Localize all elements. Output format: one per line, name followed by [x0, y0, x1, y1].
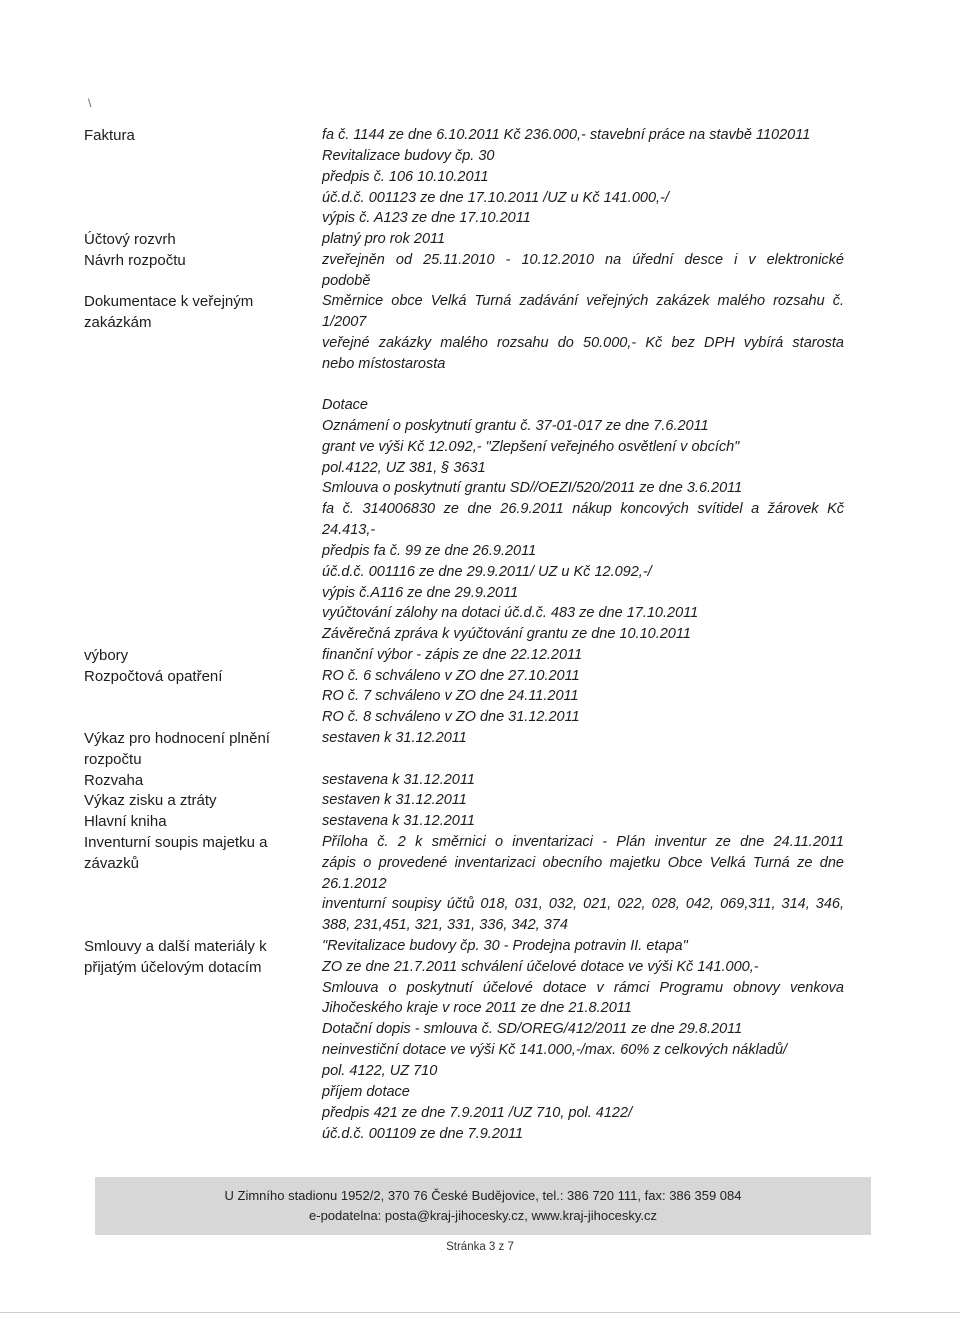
row-text: příjem dotace [322, 1084, 410, 1100]
row-label: Rozpočtová opatření [84, 668, 223, 685]
record-row [0, 229, 960, 250]
record-row [0, 874, 960, 895]
row-text: zápis o provedené inventarizaci obecního majetku Obce Velká Turná ze dne [322, 855, 844, 871]
row-text: Smlouva o poskytnutí účelové dotace v rámci Programu obnovy venkova [322, 980, 844, 996]
record-row [0, 707, 960, 728]
record-row [0, 167, 960, 188]
record-row [0, 312, 960, 333]
row-text: "Revitalizace budovy čp. 30 - Prodejna potravin II. etapa" [322, 938, 688, 954]
row-label: Inventurní soupis majetku a [84, 834, 268, 851]
row-text: 26.1.2012 [322, 876, 387, 892]
row-text: sestaven k 31.12.2011 [322, 730, 467, 746]
row-text: pol. 4122, UZ 710 [322, 1063, 438, 1079]
row-label: zakázkám [84, 314, 152, 331]
row-label: Dokumentace k veřejným [84, 293, 254, 310]
row-text: Smlouva o poskytnutí grantu SD//OEZI/520/2011 ze dne 3.6.2011 [322, 480, 743, 496]
record-row [0, 478, 960, 499]
record-row [0, 333, 960, 354]
record-row [0, 499, 960, 520]
bottom-rule [0, 1312, 960, 1313]
scan-mark: \ [88, 96, 92, 110]
row-text: Závěrečná zpráva k vyúčtování grantu ze dne 10.10.2011 [322, 626, 691, 642]
record-row [0, 811, 960, 832]
row-label: přijatým účelovým dotacím [84, 959, 262, 976]
record-row [0, 853, 960, 874]
record-row [0, 998, 960, 1019]
row-text: podobě [322, 273, 371, 289]
record-row [0, 250, 960, 271]
row-label: Hlavní kniha [84, 813, 167, 830]
record-row [0, 354, 960, 375]
row-text: předpis 421 ze dne 7.9.2011 /UZ 710, pol. 4122/ [322, 1105, 633, 1121]
row-text: grant ve výši Kč 12.092,- "Zlepšení veřejného osvětlení v obcích" [322, 439, 740, 455]
row-text: sestavena k 31.12.2011 [322, 813, 475, 829]
row-text: pol.4122, UZ 381, § 3631 [322, 460, 486, 476]
record-row [0, 832, 960, 853]
record-row [0, 1082, 960, 1103]
record-row [0, 146, 960, 167]
page-number: Stránka 3 z 7 [446, 1241, 514, 1253]
record-row [0, 395, 960, 416]
row-text: 1/2007 [322, 314, 367, 330]
record-row [0, 624, 960, 645]
record-row [0, 208, 960, 229]
record-row [0, 666, 960, 687]
row-text: Oznámení o poskytnutí grantu č. 37-01-017 ze dne 7.6.2011 [322, 418, 709, 434]
record-row [0, 645, 960, 666]
row-label: Rozvaha [84, 772, 144, 789]
row-text: neinvestiční dotace ve výši Kč 141.000,-/max. 60% z celkových nákladů/ [322, 1042, 788, 1058]
row-text: sestavena k 31.12.2011 [322, 772, 475, 788]
record-row [0, 188, 960, 209]
record-row [0, 728, 960, 749]
record-row [0, 1040, 960, 1061]
row-label: Účtový rozvrh [84, 231, 176, 248]
record-row [0, 770, 960, 791]
row-text: předpis fa č. 99 ze dne 26.9.2011 [322, 543, 537, 559]
row-label: Smlouvy a další materiály k [84, 938, 267, 955]
row-text: RO č. 8 schváleno v ZO dne 31.12.2011 [322, 709, 580, 725]
record-row [0, 790, 960, 811]
row-text: Dotační dopis - smlouva č. SD/OREG/412/2011 ze dne 29.8.2011 [322, 1021, 743, 1037]
row-text: inventurní soupisy účtů 018, 031, 032, 021, 022, 028, 042, 069,311, 314, 346, [322, 896, 844, 912]
record-row [0, 291, 960, 312]
row-label: Faktura [84, 127, 135, 144]
row-text: platný pro rok 2011 [322, 231, 446, 247]
row-text: 24.413,- [322, 522, 376, 538]
footer-contact-line: e-podatelna: posta@kraj-jihocesky.cz, www.kraj-jihocesky.cz [309, 1208, 657, 1223]
record-row [0, 749, 960, 770]
row-text: nebo místostarosta [322, 356, 446, 372]
row-text: Jihočeského kraje v roce 2011 ze dne 21.8.2011 [322, 1000, 632, 1016]
record-row [0, 458, 960, 479]
row-text: Příloha č. 2 k směrnici o inventarizaci - Plán inventur ze dne 24.11.2011 [322, 834, 844, 850]
record-row [0, 978, 960, 999]
row-label: Výkaz pro hodnocení plnění [84, 730, 270, 747]
record-row [0, 541, 960, 562]
footer-address-box [95, 1177, 871, 1235]
record-row [0, 686, 960, 707]
row-text: vyúčtování zálohy na dotaci úč.d.č. 483 ze dne 17.10.2011 [322, 605, 699, 621]
record-row [0, 1124, 960, 1145]
row-label: výbory [84, 647, 129, 664]
record-row [0, 915, 960, 936]
row-text: finanční výbor - zápis ze dne 22.12.2011 [322, 647, 583, 663]
row-label: rozpočtu [84, 751, 142, 768]
row-text: RO č. 6 schváleno v ZO dne 27.10.2011 [322, 668, 580, 684]
record-row [0, 437, 960, 458]
row-label: Výkaz zisku a ztráty [84, 792, 217, 809]
record-row [0, 125, 960, 146]
row-text: úč.d.č. 001109 ze dne 7.9.2011 [322, 1126, 524, 1142]
row-text: úč.d.č. 001116 ze dne 29.9.2011/ UZ u Kč 12.092,-/ [322, 564, 652, 580]
row-text: Dotace [322, 397, 368, 413]
row-text: zveřejněn od 25.11.2010 - 10.12.2010 na úřední desce i v elektronické [322, 252, 844, 268]
record-row [0, 936, 960, 957]
record-row [0, 957, 960, 978]
record-row [0, 416, 960, 437]
row-text: výpis č. A123 ze dne 17.10.2011 [322, 210, 531, 226]
row-text: fa č. 1144 ze dne 6.10.2011 Kč 236.000,- stavební práce na stavbě 1102011 [322, 127, 811, 143]
record-row [0, 562, 960, 583]
row-text: Revitalizace budovy čp. 30 [322, 148, 495, 164]
row-label: Návrh rozpočtu [84, 252, 186, 269]
record-row [0, 1103, 960, 1124]
record-row [0, 271, 960, 292]
row-text: ZO ze dne 21.7.2011 schválení účelové dotace ve výši Kč 141.000,- [322, 959, 759, 975]
row-text: 388, 231,451, 321, 331, 336, 342, 374 [322, 917, 568, 933]
row-text: fa č. 314006830 ze dne 26.9.2011 nákup koncových svítidel a žárovek Kč [322, 501, 844, 517]
record-row [0, 520, 960, 541]
footer-address-line: U Zimního stadionu 1952/2, 370 76 České Budějovice, tel.: 386 720 111, fax: 386 359 084 [224, 1188, 742, 1203]
row-text: úč.d.č. 001123 ze dne 17.10.2011 /UZ u Kč 141.000,-/ [322, 190, 669, 206]
row-label: závazků [84, 855, 140, 872]
record-row [0, 583, 960, 604]
record-row [0, 1019, 960, 1040]
row-text: Směrnice obce Velká Turná zadávání veřejných zakázek malého rozsahu č. [322, 293, 844, 309]
row-text: předpis č. 106 10.10.2011 [322, 169, 489, 185]
record-row [0, 894, 960, 915]
row-text: výpis č.A116 ze dne 29.9.2011 [322, 585, 519, 601]
record-row [0, 603, 960, 624]
record-row [0, 1061, 960, 1082]
row-text: veřejné zakázky malého rozsahu do 50.000,- Kč bez DPH vybírá starosta [322, 335, 844, 351]
row-text: sestaven k 31.12.2011 [322, 792, 467, 808]
row-text: RO č. 7 schváleno v ZO dne 24.11.2011 [322, 688, 579, 704]
